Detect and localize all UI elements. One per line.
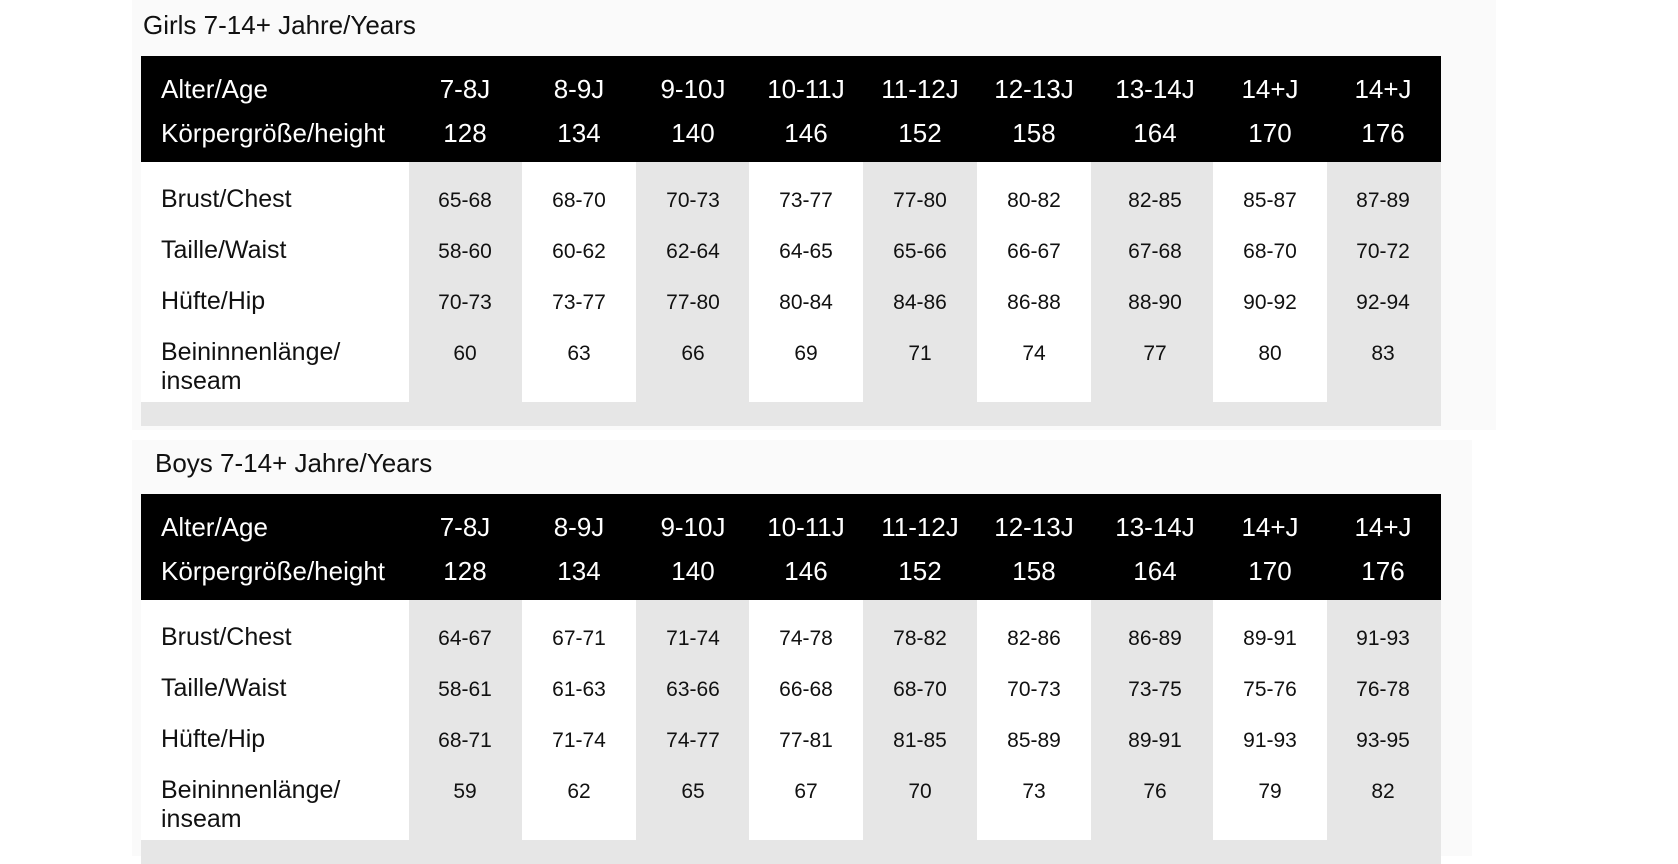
measurement-label: Hüfte/Hip (161, 287, 266, 315)
table-cell: 62-64 (666, 240, 720, 263)
table-cell: 74-77 (666, 729, 720, 752)
table-cell: 58-61 (438, 678, 492, 701)
measurement-label: Taille/Waist (161, 674, 287, 702)
age-header-cell: 9-10J (660, 512, 726, 542)
height-header-cell: 158 (1012, 118, 1056, 148)
age-header-cell: 14+J (1241, 74, 1299, 104)
table-cell: 91-93 (1356, 627, 1410, 650)
table-cell: 71 (908, 342, 932, 365)
height-header-cell: 140 (671, 556, 715, 586)
table-cell: 60-62 (552, 240, 606, 263)
height-header-cell: 164 (1133, 118, 1177, 148)
measurement-label: Hüfte/Hip (161, 725, 266, 753)
table-cell: 80-82 (1007, 189, 1061, 212)
measurement-label-line: inseam (161, 367, 242, 395)
table-cell: 66-68 (779, 678, 833, 701)
measurement-label: Brust/Chest (161, 623, 292, 651)
table-cell: 67-68 (1128, 240, 1182, 263)
table-cell: 73-75 (1128, 678, 1182, 701)
table-cell: 63 (567, 342, 591, 365)
table-cell: 70-73 (666, 189, 720, 212)
table-cell: 89-91 (1243, 627, 1297, 650)
age-header-cell: 13-14J (1115, 512, 1195, 542)
table-cell: 86-89 (1128, 627, 1182, 650)
table-cell: 65 (681, 780, 705, 803)
table-cell: 85-89 (1007, 729, 1061, 752)
height-header-cell: 134 (557, 118, 601, 148)
height-header-cell: 152 (898, 556, 942, 586)
age-header-cell: 9-10J (660, 74, 726, 104)
measurement-label (161, 776, 340, 834)
table-cell: 77-81 (779, 729, 833, 752)
table-cell: 58-60 (438, 240, 492, 263)
table-cell: 65-68 (438, 189, 492, 212)
age-row-label: Alter/Age (161, 74, 268, 104)
table-cell: 64-65 (779, 240, 833, 263)
age-header-cell: 8-9J (553, 74, 605, 104)
table-body (141, 600, 1441, 864)
age-header-cell: 12-13J (994, 74, 1074, 104)
height-row-label: Körpergröße/height (161, 556, 386, 586)
measurement-label (161, 338, 340, 396)
height-row-label: Körpergröße/height (161, 118, 386, 148)
height-header-cell: 176 (1361, 556, 1405, 586)
table-cell: 81-85 (893, 729, 947, 752)
table-cell: 73-77 (552, 291, 606, 314)
height-header-cell: 134 (557, 556, 601, 586)
height-header-cell: 158 (1012, 556, 1056, 586)
table-cell: 61-63 (552, 678, 606, 701)
table-cell: 82-85 (1128, 189, 1182, 212)
table-cell: 68-70 (552, 189, 606, 212)
table-cell: 74 (1022, 342, 1046, 365)
girls-size-table (141, 10, 1441, 426)
table-cell: 85-87 (1243, 189, 1297, 212)
table-cell: 90-92 (1243, 291, 1297, 314)
table-cell: 65-66 (893, 240, 947, 263)
table-cell: 89-91 (1128, 729, 1182, 752)
table-cell: 92-94 (1356, 291, 1410, 314)
age-header-cell: 14+J (1354, 74, 1412, 104)
table-cell: 70-73 (1007, 678, 1061, 701)
table-cell: 62 (567, 780, 591, 803)
table-cell: 91-93 (1243, 729, 1297, 752)
table-cell: 77 (1143, 342, 1167, 365)
table-header (141, 56, 1441, 162)
table-title: Boys 7-14+ Jahre/Years (155, 448, 433, 478)
table-cell: 76-78 (1356, 678, 1410, 701)
table-cell: 68-70 (1243, 240, 1297, 263)
table-body (141, 162, 1441, 426)
age-header-cell: 7-8J (439, 512, 491, 542)
age-row-label: Alter/Age (161, 512, 268, 542)
table-cell: 82 (1371, 780, 1395, 803)
table-cell: 68-70 (893, 678, 947, 701)
measurement-label-line: Beininnenlänge/ (161, 776, 341, 804)
height-header-cell: 170 (1248, 556, 1292, 586)
age-header-cell: 12-13J (994, 512, 1074, 542)
table-cell: 88-90 (1128, 291, 1182, 314)
height-header-cell: 164 (1133, 556, 1177, 586)
table-cell: 67-71 (552, 627, 606, 650)
table-cell: 68-71 (438, 729, 492, 752)
age-header-cell: 8-9J (553, 512, 605, 542)
table-cell: 71-74 (552, 729, 606, 752)
age-header-cell: 13-14J (1115, 74, 1195, 104)
table-cell: 64-67 (438, 627, 492, 650)
age-header-cell: 11-12J (881, 74, 959, 104)
table-cell: 83 (1371, 342, 1395, 365)
table-cell: 69 (794, 342, 818, 365)
height-header-cell: 176 (1361, 118, 1405, 148)
table-cell: 59 (453, 780, 477, 803)
table-cell: 74-78 (779, 627, 833, 650)
table-cell: 82-86 (1007, 627, 1061, 650)
measurement-label: Taille/Waist (161, 236, 287, 264)
table-cell: 70-73 (438, 291, 492, 314)
table-cell: 71-74 (666, 627, 720, 650)
table-cell: 63-66 (666, 678, 720, 701)
height-header-cell: 152 (898, 118, 942, 148)
table-cell: 66 (681, 342, 705, 365)
table-cell: 80-84 (779, 291, 833, 314)
measurement-label-line: Beininnenlänge/ (161, 338, 341, 366)
table-cell: 77-80 (666, 291, 720, 314)
measurement-label: Brust/Chest (161, 185, 292, 213)
age-header-cell: 11-12J (881, 512, 959, 542)
age-header-cell: 14+J (1241, 512, 1299, 542)
table-cell: 73 (1022, 780, 1046, 803)
height-header-cell: 140 (671, 118, 715, 148)
table-cell: 79 (1258, 780, 1282, 803)
table-cell: 77-80 (893, 189, 947, 212)
table-header (141, 494, 1441, 600)
age-header-cell: 10-11J (767, 74, 845, 104)
height-header-cell: 128 (443, 556, 487, 586)
table-cell: 80 (1258, 342, 1282, 365)
age-header-cell: 10-11J (767, 512, 845, 542)
table-cell: 73-77 (779, 189, 833, 212)
table-cell: 66-67 (1007, 240, 1061, 263)
table-cell: 75-76 (1243, 678, 1297, 701)
table-cell: 78-82 (893, 627, 947, 650)
measurement-label-line: inseam (161, 805, 242, 833)
age-header-cell: 14+J (1354, 512, 1412, 542)
table-cell: 76 (1143, 780, 1167, 803)
table-title: Girls 7-14+ Jahre/Years (143, 10, 416, 40)
table-cell: 70-72 (1356, 240, 1410, 263)
table-cell: 67 (794, 780, 818, 803)
boys-size-table (141, 448, 1441, 864)
table-cell: 60 (453, 342, 477, 365)
age-header-cell: 7-8J (439, 74, 491, 104)
height-header-cell: 146 (784, 556, 828, 586)
table-cell: 87-89 (1356, 189, 1410, 212)
table-cell: 86-88 (1007, 291, 1061, 314)
table-cell: 70 (908, 780, 932, 803)
height-header-cell: 146 (784, 118, 828, 148)
table-cell: 84-86 (893, 291, 947, 314)
height-header-cell: 170 (1248, 118, 1292, 148)
height-header-cell: 128 (443, 118, 487, 148)
table-cell: 93-95 (1356, 729, 1410, 752)
